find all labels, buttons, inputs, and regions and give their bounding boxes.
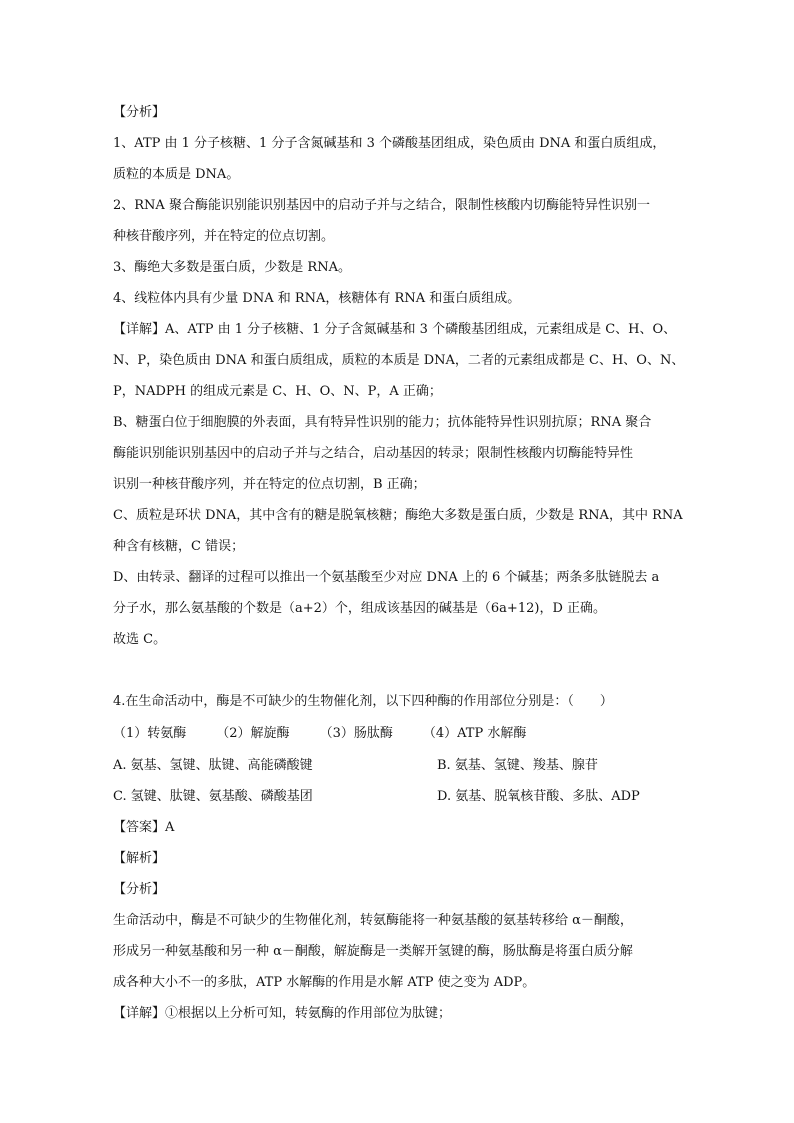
detail-c-line-1: C、质粒是环状 DNA，其中含有的糖是脱氧核糖；酶绝大多数是蛋白质，少数是 RNA，其中 RNA [113,508,683,523]
detail-c-line-2: 种含有核糖，C 错误； [113,539,245,554]
option-c: C. 氢键、肽键、氨基酸、磷酸基团 [113,789,313,804]
analysis-2-line-2: 形成另一种氨基酸和另一种 α－酮酸，解旋酶是一类解开氢键的酶，肠肽酶是将蛋白质分解 [113,944,633,959]
option-d: D. 氨基、脱氧核苷酸、多肽、ADP [437,789,640,804]
enzyme-2: （2）解旋酶 [216,726,290,741]
detail-d-line-2: 分子水，那么氨基酸的个数是（a+2）个，组成该基因的碱基是（6a+12)，D 正确。 [113,601,606,616]
analysis-point-4: 4、线粒体内具有少量 DNA 和 RNA，核糖体有 RNA 和蛋白质组成。 [113,291,521,306]
enzyme-3: （3）肠肽酶 [319,726,393,741]
enzyme-4: （4）ATP 水解酶 [422,726,527,741]
detail-b-line-1: B、糖蛋白位于细胞膜的外表面，具有特异性识别的能力；抗体能特异性识别抗原；RNA 聚合 [113,415,652,430]
detail-2-line-1: 【详解】①根据以上分析可知，转氨酶的作用部位为肽键； [113,1006,452,1021]
analysis-point-2-line-2: 种核苷酸序列，并在特定的位点切割。 [113,229,335,244]
analysis-2-line-3: 成各种大小不一的多肽，ATP 水解酶的作用是水解 ATP 使之变为 ADP。 [113,975,536,990]
analysis-point-3: 3、酶绝大多数是蛋白质，少数是 RNA。 [113,260,351,275]
question-4-enzyme-list [113,724,556,744]
option-a: A. 氨基、氢键、肽键、高能磷酸键 [113,758,313,773]
question-4-stem: 4.在生命活动中，酶是不可缺少的生物催化剂，以下四种酶的作用部位分别是：（ ） [113,694,613,709]
detail-b-line-2: 酶能识别能识别基因中的启动子并与之结合，启动基因的转录；限制性核酸内切酶能特异性 [113,446,634,461]
enzyme-1: （1）转氨酶 [113,726,187,741]
answer: 【答案】A [113,820,175,835]
detail-final-choice: 故选 C。 [113,632,167,647]
analysis-point-2-line-1: 2、RNA 聚合酶能识别能识别基因中的启动子并与之结合，限制性核酸内切酶能特异性识别一 [113,198,650,213]
option-b: B. 氨基、氢键、羧基、腺苷 [437,758,598,773]
detail-b-line-3: 识别一种核苷酸序列，并在特定的位点切割，B 正确； [113,477,426,492]
explanation-heading: 【解析】 [113,851,166,866]
detail-d-line-1: D、由转录、翻译的过程可以推出一个氨基酸至少对应 DNA 上的 6 个碱基；两条多肽链脱去 a [113,570,660,585]
detail-a-line-1: 【详解】A、ATP 由 1 分子核糖、1 分子含氮碱基和 3 个磷酸基团组成，元素组成是 C、H、O、 [113,322,677,337]
analysis-heading: 【分析】 [113,105,166,120]
analysis-heading-2: 【分析】 [113,882,166,897]
detail-a-line-2: N、P，染色质由 DNA 和蛋白质组成，质粒的本质是 DNA，二者的元素组成都是 C、H、O、N、 [113,353,685,368]
analysis-point-1-line-1: 1、ATP 由 1 分子核糖、1 分子含氮碱基和 3 个磷酸基团组成，染色质由 DNA 和蛋白质组成， [113,136,666,151]
detail-a-line-3: P，NADPH 的组成元素是 C、H、O、N、P，A 正确； [113,384,442,399]
analysis-point-1-line-2: 质粒的本质是 DNA。 [113,167,240,182]
analysis-2-line-1: 生命活动中，酶是不可缺少的生物催化剂，转氨酶能将一种氨基酸的氨基转移给 α－酮酸， [113,913,633,928]
